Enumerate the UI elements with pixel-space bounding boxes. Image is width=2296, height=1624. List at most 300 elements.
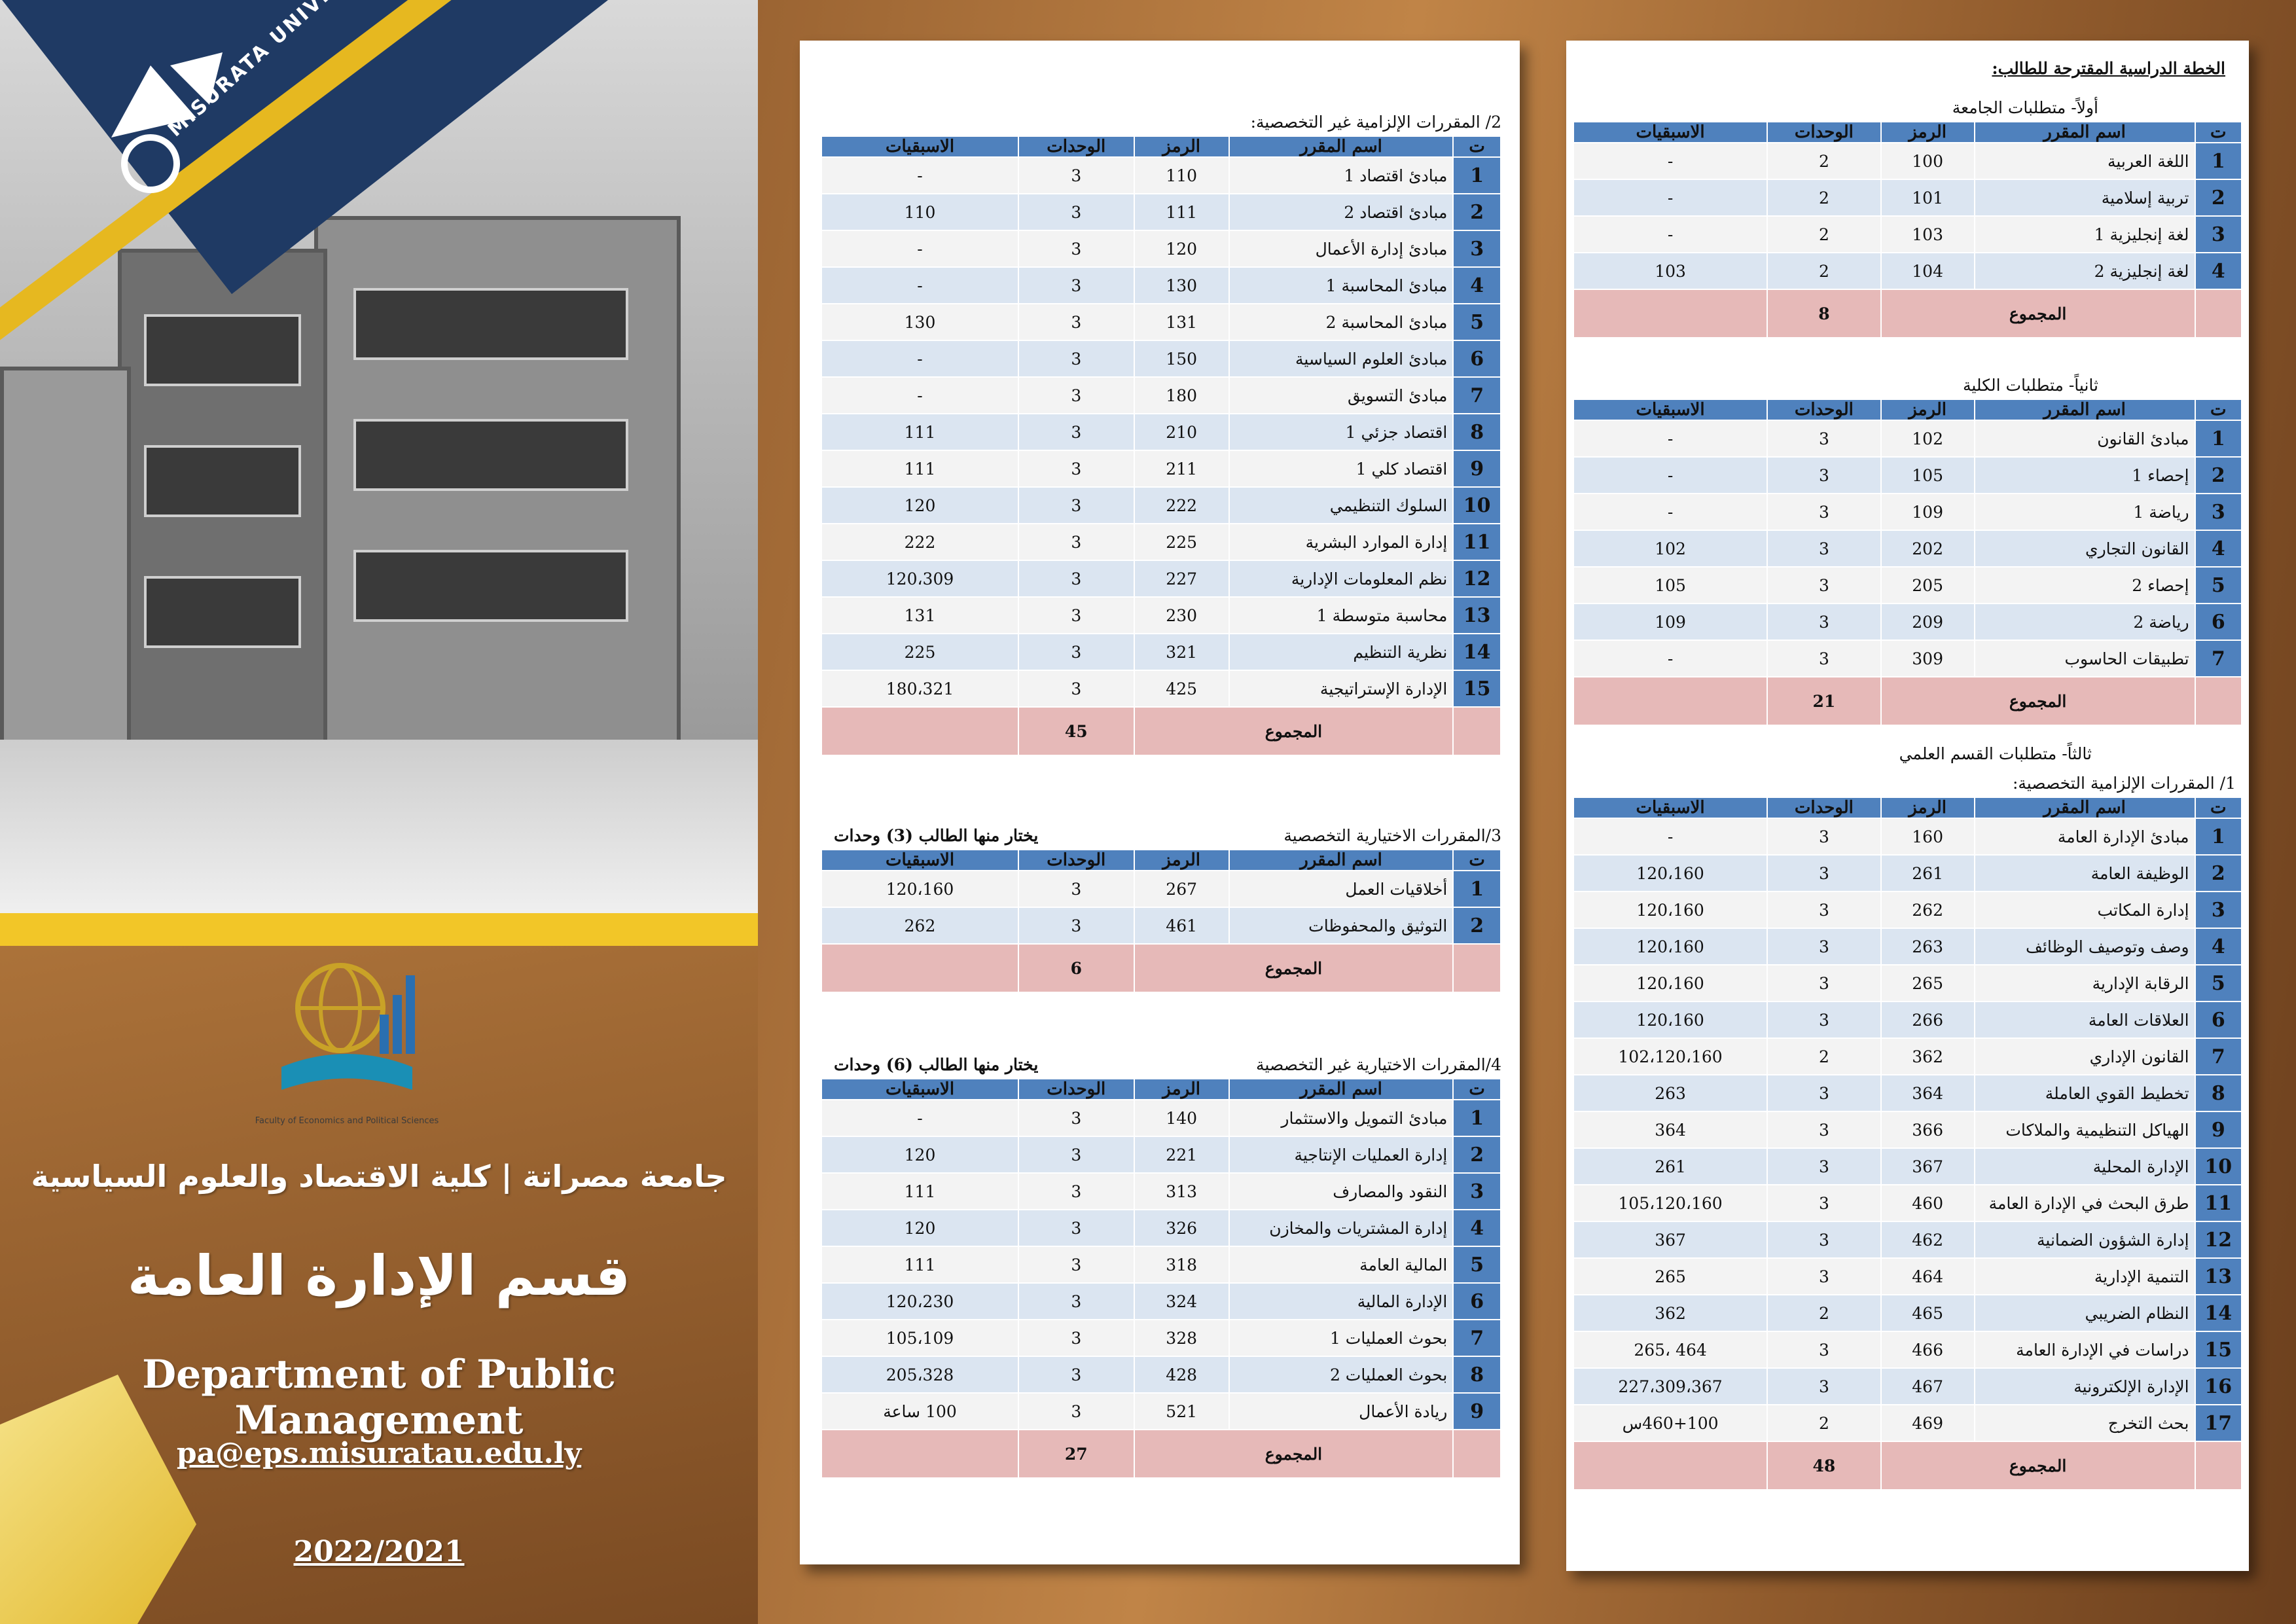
- table-row: [821, 340, 1501, 377]
- cell-code: 102: [1881, 420, 1975, 457]
- cell-n: 2: [1453, 194, 1501, 230]
- table-header-row: [821, 1079, 1501, 1100]
- cell-units: 2: [1767, 1405, 1881, 1441]
- table-row: [1573, 1331, 2242, 1368]
- section-title: [821, 826, 1501, 845]
- cell-prereq: 263: [1573, 1075, 1767, 1111]
- cell-code: 111: [1134, 194, 1229, 230]
- cell-code: 366: [1881, 1111, 1975, 1148]
- cell-n: 14: [2195, 1295, 2242, 1331]
- column-header-units: الوحدات: [1767, 399, 1881, 420]
- cell-name: مبادئ القانون: [1975, 420, 2195, 457]
- cell-units: 3: [1018, 194, 1134, 230]
- cell-code: 362: [1881, 1038, 1975, 1075]
- cell-code: 101: [1881, 179, 1975, 216]
- total-units: 45: [1018, 707, 1134, 755]
- cell-n: 4: [2195, 928, 2242, 965]
- section-title: 2/ المقررات الإلزامية غير التخصصية:: [1250, 113, 1501, 132]
- column-header-name: اسم المقرر: [1229, 1079, 1454, 1100]
- cell-code: 263: [1881, 928, 1975, 965]
- cell-name: المالية العامة: [1229, 1246, 1454, 1283]
- cell-n: 4: [2195, 530, 2242, 567]
- cell-name: إحصاء 2: [1975, 567, 2195, 604]
- table-row: [821, 1320, 1501, 1356]
- cell-units: 3: [1767, 420, 1881, 457]
- cell-name: اقتصاد جزئي 1: [1229, 414, 1454, 450]
- cell-n: 1: [2195, 143, 2242, 179]
- table-row: [1573, 640, 2242, 677]
- cell-units: 3: [1767, 604, 1881, 640]
- cell-units: 3: [1018, 230, 1134, 267]
- cell-prereq: 120،160: [1573, 965, 1767, 1001]
- cell-empty: [1573, 1441, 1767, 1490]
- table-row: [1573, 1001, 2242, 1038]
- table-row: [1573, 420, 2242, 457]
- cell-code: 462: [1881, 1221, 1975, 1258]
- cell-code: 313: [1134, 1173, 1229, 1210]
- cell-prereq: 460+100س: [1573, 1405, 1767, 1441]
- table-row: [821, 1393, 1501, 1430]
- cell-prereq: -: [1573, 457, 1767, 494]
- cell-code: 367: [1881, 1148, 1975, 1185]
- cell-name: إدارة الموارد البشرية: [1229, 524, 1454, 560]
- table-total-row: [1573, 1441, 2242, 1490]
- cell-code: 261: [1881, 855, 1975, 892]
- cell-code: 521: [1134, 1393, 1229, 1430]
- cell-prereq: -: [821, 1100, 1018, 1136]
- cell-name: الإدارة المحلية: [1975, 1148, 2195, 1185]
- cell-units: 3: [1018, 1320, 1134, 1356]
- university-college-line: جامعة مصراتة | كلية الاقتصاد والعلوم السياسية: [31, 1159, 727, 1194]
- table-row: [821, 1283, 1501, 1320]
- cell-n: 2: [1453, 907, 1501, 944]
- cell-code: 460: [1881, 1185, 1975, 1221]
- table-row: [821, 1100, 1501, 1136]
- cell-n: 14: [1453, 634, 1501, 670]
- cell-prereq: 105: [1573, 567, 1767, 604]
- cell-units: 3: [1767, 965, 1881, 1001]
- section-title: أولاً- متطلبات الجامعة: [1952, 98, 2098, 117]
- cell-name: إدارة العمليات الإنتاجية: [1229, 1136, 1454, 1173]
- cell-n: 5: [1453, 304, 1501, 340]
- cell-prereq: -: [821, 230, 1018, 267]
- column-header-units: الوحدات: [1018, 850, 1134, 871]
- table-row: [821, 414, 1501, 450]
- cell-name: تربية إسلامية: [1975, 179, 2195, 216]
- column-header-name: اسم المقرر: [1975, 122, 2195, 143]
- cell-units: 3: [1018, 1173, 1134, 1210]
- course-table: [821, 849, 1501, 993]
- table-header-row: [1573, 122, 2242, 143]
- plan-title: الخطة الدراسية المقترحة للطالب:: [1992, 59, 2225, 78]
- table-row: [821, 1356, 1501, 1393]
- department-title-en: Department of Public Management: [142, 1352, 616, 1443]
- table-row: [821, 1136, 1501, 1173]
- section-title: [821, 1055, 1501, 1074]
- cell-name: لغة إنجليزية 2: [1975, 253, 2195, 289]
- total-units: 6: [1018, 944, 1134, 992]
- faculty-logo-caption: Faculty of Economics and Political Sciences: [255, 1116, 439, 1126]
- email-link[interactable]: pa@eps.misuratau.edu.ly: [176, 1437, 582, 1470]
- cell-n: 10: [2195, 1148, 2242, 1185]
- department-title-ar: قسم الإدارة العامة: [127, 1244, 631, 1308]
- table-row: [1573, 457, 2242, 494]
- cell-code: 326: [1134, 1210, 1229, 1246]
- cell-empty: [821, 944, 1018, 992]
- cell-name: ريادة الأعمال: [1229, 1393, 1454, 1430]
- cell-name: مبادئ التسويق: [1229, 377, 1454, 414]
- cell-units: 3: [1767, 640, 1881, 677]
- table-row: [821, 157, 1501, 194]
- cell-units: 3: [1767, 530, 1881, 567]
- cell-n: 1: [1453, 157, 1501, 194]
- cell-name: نظرية التنظيم: [1229, 634, 1454, 670]
- cell-name: رياضة 2: [1975, 604, 2195, 640]
- table-row: [1573, 1295, 2242, 1331]
- cell-name: الهياكل التنظيمية والملاكات: [1975, 1111, 2195, 1148]
- cell-code: 321: [1134, 634, 1229, 670]
- column-header-n: ت: [1453, 136, 1501, 157]
- cell-empty: [1453, 944, 1501, 992]
- cell-name: التوثيق والمحفوظات: [1229, 907, 1454, 944]
- table-row: [1573, 855, 2242, 892]
- cell-code: 104: [1881, 253, 1975, 289]
- cell-prereq: 111: [821, 1173, 1018, 1210]
- cell-n: 9: [1453, 450, 1501, 487]
- gold-bar: [0, 913, 758, 946]
- cell-prereq: -: [1573, 420, 1767, 457]
- section-department-requirements: [1573, 744, 2242, 1490]
- cell-prereq: 120: [821, 1136, 1018, 1173]
- cell-empty: [2195, 289, 2242, 338]
- cell-prereq: 102،120،160: [1573, 1038, 1767, 1075]
- cell-code: 227: [1134, 560, 1229, 597]
- cell-units: 3: [1767, 1331, 1881, 1368]
- cell-empty: [1453, 1430, 1501, 1478]
- cell-n: 2: [1453, 1136, 1501, 1173]
- cell-name: محاسبة متوسطة 1: [1229, 597, 1454, 634]
- cell-name: رياضة 1: [1975, 494, 2195, 530]
- cell-n: 9: [2195, 1111, 2242, 1148]
- table-row: [1573, 567, 2242, 604]
- total-label: المجموع: [1134, 1430, 1454, 1478]
- cell-code: 262: [1881, 892, 1975, 928]
- cell-code: 469: [1881, 1405, 1975, 1441]
- cell-code: 205: [1881, 567, 1975, 604]
- cell-name: النقود والمصارف: [1229, 1173, 1454, 1210]
- column-header-prereq: الاسبقيات: [821, 1079, 1018, 1100]
- cell-name: مبادئ العلوم السياسية: [1229, 340, 1454, 377]
- cell-name: مبادئ إدارة الأعمال: [1229, 230, 1454, 267]
- cell-code: 461: [1134, 907, 1229, 944]
- cell-units: 3: [1018, 414, 1134, 450]
- cell-units: 3: [1018, 157, 1134, 194]
- cell-name: مبادئ التمويل والاستثمار: [1229, 1100, 1454, 1136]
- subsection-title: 1/ المقررات الإلزامية التخصصية:: [2012, 774, 2236, 793]
- cell-n: 2: [2195, 179, 2242, 216]
- cell-n: 1: [1453, 871, 1501, 907]
- table-row: [1573, 216, 2242, 253]
- right-panel: [1566, 41, 2249, 1571]
- cell-n: 8: [1453, 414, 1501, 450]
- column-header-code: الرمز: [1134, 850, 1229, 871]
- table-row: [821, 634, 1501, 670]
- cell-prereq: 265: [1573, 1258, 1767, 1295]
- cell-units: 3: [1018, 340, 1134, 377]
- cell-n: 2: [2195, 457, 2242, 494]
- table-row: [1573, 1258, 2242, 1295]
- cell-n: 4: [1453, 267, 1501, 304]
- column-header-prereq: الاسبقيات: [821, 850, 1018, 871]
- cell-name: مبادئ المحاسبة 1: [1229, 267, 1454, 304]
- column-header-n: ت: [2195, 797, 2242, 818]
- cell-prereq: 109: [1573, 604, 1767, 640]
- cell-units: 3: [1018, 524, 1134, 560]
- cell-empty: [2195, 1441, 2242, 1490]
- cell-prereq: 120،309: [821, 560, 1018, 597]
- cell-units: 3: [1018, 907, 1134, 944]
- column-header-name: اسم المقرر: [1975, 797, 2195, 818]
- cell-prereq: -: [1573, 640, 1767, 677]
- cell-code: 210: [1134, 414, 1229, 450]
- cell-prereq: 227،309،367: [1573, 1368, 1767, 1405]
- cell-name: تخطيط القوي العاملة: [1975, 1075, 2195, 1111]
- cell-units: 3: [1018, 1283, 1134, 1320]
- cell-name: لغة إنجليزية 1: [1975, 216, 2195, 253]
- academic-year: 2022/2021: [293, 1535, 465, 1568]
- cell-units: 3: [1767, 1221, 1881, 1258]
- cell-prereq: 102: [1573, 530, 1767, 567]
- table-total-row: [1573, 677, 2242, 725]
- table-row: [821, 1173, 1501, 1210]
- cell-n: 7: [1453, 1320, 1501, 1356]
- cell-n: 2: [2195, 855, 2242, 892]
- cell-units: 3: [1018, 304, 1134, 340]
- cell-code: 328: [1134, 1320, 1229, 1356]
- table-total-row: [1573, 289, 2242, 338]
- cell-prereq: 111: [821, 414, 1018, 450]
- table-total-row: [821, 707, 1501, 755]
- cell-name: اللغة العربية: [1975, 143, 2195, 179]
- cell-units: 3: [1018, 670, 1134, 707]
- table-row: [821, 670, 1501, 707]
- table-row: [1573, 1111, 2242, 1148]
- cell-empty: [2195, 677, 2242, 725]
- column-header-code: الرمز: [1881, 122, 1975, 143]
- cell-code: 222: [1134, 487, 1229, 524]
- total-units: 21: [1767, 677, 1881, 725]
- cell-name: الإدارة المالية: [1229, 1283, 1454, 1320]
- cover-panel: [0, 0, 758, 1624]
- cell-prereq: 110: [821, 194, 1018, 230]
- cell-n: 5: [2195, 567, 2242, 604]
- table-row: [1573, 1405, 2242, 1441]
- table-row: [1573, 604, 2242, 640]
- cell-name: اقتصاد كلي 1: [1229, 450, 1454, 487]
- cell-code: 109: [1881, 494, 1975, 530]
- column-header-prereq: الاسبقيات: [1573, 122, 1767, 143]
- cell-empty: [1453, 707, 1501, 755]
- cell-n: 5: [2195, 965, 2242, 1001]
- cell-prereq: -: [1573, 818, 1767, 855]
- cell-n: 13: [2195, 1258, 2242, 1295]
- table-header-row: [1573, 399, 2242, 420]
- cell-name: بحوث العمليات 1: [1229, 1320, 1454, 1356]
- cell-units: 3: [1018, 267, 1134, 304]
- cell-name: أخلاقيات العمل: [1229, 871, 1454, 907]
- cell-n: 3: [2195, 892, 2242, 928]
- cell-name: نظم المعلومات الإدارية: [1229, 560, 1454, 597]
- column-header-n: ت: [2195, 399, 2242, 420]
- cell-prereq: 103: [1573, 253, 1767, 289]
- table-row: [821, 487, 1501, 524]
- cell-code: 180: [1134, 377, 1229, 414]
- cell-units: 2: [1767, 1295, 1881, 1331]
- total-label: المجموع: [1881, 1441, 2195, 1490]
- cell-code: 364: [1881, 1075, 1975, 1111]
- total-label: المجموع: [1881, 289, 2195, 338]
- cell-code: 160: [1881, 818, 1975, 855]
- table-row: [1573, 892, 2242, 928]
- section-title: ثالثاً- متطلبات القسم العلمي: [1899, 744, 2092, 763]
- course-table: [1573, 121, 2242, 338]
- cell-prereq: 225: [821, 634, 1018, 670]
- cell-name: التنمية الإدارية: [1975, 1258, 2195, 1295]
- cell-units: 3: [1767, 1368, 1881, 1405]
- cell-prereq: -: [1573, 179, 1767, 216]
- cell-code: 465: [1881, 1295, 1975, 1331]
- cell-units: 3: [1767, 1001, 1881, 1038]
- cell-name: إدارة المكاتب: [1975, 892, 2195, 928]
- column-header-code: الرمز: [1134, 136, 1229, 157]
- cell-code: 230: [1134, 597, 1229, 634]
- cell-units: 3: [1018, 1100, 1134, 1136]
- cell-empty: [1573, 677, 1767, 725]
- cell-prereq: 120: [821, 487, 1018, 524]
- cell-units: 3: [1767, 1258, 1881, 1295]
- cell-units: 3: [1018, 487, 1134, 524]
- table-row: [1573, 928, 2242, 965]
- cell-units: 3: [1767, 818, 1881, 855]
- course-table: [821, 1078, 1501, 1479]
- column-header-n: ت: [2195, 122, 2242, 143]
- table-row: [1573, 179, 2242, 216]
- cell-n: 15: [1453, 670, 1501, 707]
- cell-units: 3: [1018, 597, 1134, 634]
- table-row: [1573, 818, 2242, 855]
- cell-code: 100: [1881, 143, 1975, 179]
- cell-prereq: -: [1573, 216, 1767, 253]
- cell-units: 3: [1767, 855, 1881, 892]
- cell-units: 2: [1767, 143, 1881, 179]
- cell-n: 9: [1453, 1393, 1501, 1430]
- cell-name: وصف وتوصيف الوظائف: [1975, 928, 2195, 965]
- cell-code: 110: [1134, 157, 1229, 194]
- cell-name: السلوك التنظيمي: [1229, 487, 1454, 524]
- course-table: [1573, 399, 2242, 726]
- cell-prereq: 105،109: [821, 1320, 1018, 1356]
- column-header-prereq: الاسبقيات: [1573, 399, 1767, 420]
- table-row: [1573, 965, 2242, 1001]
- cell-empty: [821, 1430, 1018, 1478]
- cell-name: تطبيقات الحاسوب: [1975, 640, 2195, 677]
- cell-prereq: 120،160: [1573, 1001, 1767, 1038]
- table-row: [821, 450, 1501, 487]
- total-label: المجموع: [1881, 677, 2195, 725]
- cell-n: 3: [2195, 494, 2242, 530]
- cell-units: 3: [1767, 1111, 1881, 1148]
- cell-n: 10: [1453, 487, 1501, 524]
- cell-name: طرق البحث في الإدارة العامة: [1975, 1185, 2195, 1221]
- cell-prereq: 100 ساعة: [821, 1393, 1018, 1430]
- column-header-units: الوحدات: [1767, 122, 1881, 143]
- cell-name: الوظيفة العامة: [1975, 855, 2195, 892]
- cell-units: 2: [1767, 179, 1881, 216]
- cell-name: بحث التخرج: [1975, 1405, 2195, 1441]
- table-total-row: [821, 944, 1501, 992]
- cell-units: 2: [1767, 216, 1881, 253]
- cell-code: 267: [1134, 871, 1229, 907]
- total-units: 27: [1018, 1430, 1134, 1478]
- column-header-units: الوحدات: [1018, 136, 1134, 157]
- table-row: [821, 871, 1501, 907]
- table-row: [821, 524, 1501, 560]
- cell-name: القانون التجاري: [1975, 530, 2195, 567]
- section-university-requirements: [1573, 98, 2242, 338]
- cell-name: مبادئ المحاسبة 2: [1229, 304, 1454, 340]
- cell-n: 12: [1453, 560, 1501, 597]
- cell-n: 1: [2195, 420, 2242, 457]
- cell-n: 8: [1453, 1356, 1501, 1393]
- cell-name: الإدارة الإلكترونية: [1975, 1368, 2195, 1405]
- table-row: [1573, 1221, 2242, 1258]
- column-header-units: الوحدات: [1767, 797, 1881, 818]
- table-row: [1573, 1148, 2242, 1185]
- plan-title-block: [1573, 59, 2242, 82]
- cell-prereq: 362: [1573, 1295, 1767, 1331]
- column-header-units: الوحدات: [1018, 1079, 1134, 1100]
- cell-prereq: 105،120،160: [1573, 1185, 1767, 1221]
- table-row: [821, 597, 1501, 634]
- column-header-name: اسم المقرر: [1229, 850, 1454, 871]
- section-elective-nonspecialized: [821, 1055, 1501, 1479]
- total-units: 8: [1767, 289, 1881, 338]
- cell-units: 3: [1767, 567, 1881, 604]
- cell-n: 3: [1453, 230, 1501, 267]
- column-header-code: الرمز: [1134, 1079, 1229, 1100]
- cell-n: 3: [2195, 216, 2242, 253]
- cell-prereq: -: [821, 157, 1018, 194]
- cell-n: 7: [1453, 377, 1501, 414]
- cell-prereq: 262: [821, 907, 1018, 944]
- cell-code: 467: [1881, 1368, 1975, 1405]
- cell-prereq: -: [821, 267, 1018, 304]
- cell-units: 3: [1767, 457, 1881, 494]
- table-row: [1573, 1368, 2242, 1405]
- course-table: [821, 135, 1501, 756]
- cell-code: 428: [1134, 1356, 1229, 1393]
- column-header-prereq: الاسبقيات: [821, 136, 1018, 157]
- table-row: [1573, 1038, 2242, 1075]
- table-total-row: [821, 1430, 1501, 1478]
- section-note: يختار منها الطالب (6) وحدات: [834, 1055, 1039, 1074]
- cell-units: 2: [1767, 253, 1881, 289]
- cell-units: 3: [1018, 634, 1134, 670]
- table-row: [1573, 530, 2242, 567]
- cell-code: 130: [1134, 267, 1229, 304]
- cell-name: العلاقات العامة: [1975, 1001, 2195, 1038]
- cell-units: 3: [1018, 450, 1134, 487]
